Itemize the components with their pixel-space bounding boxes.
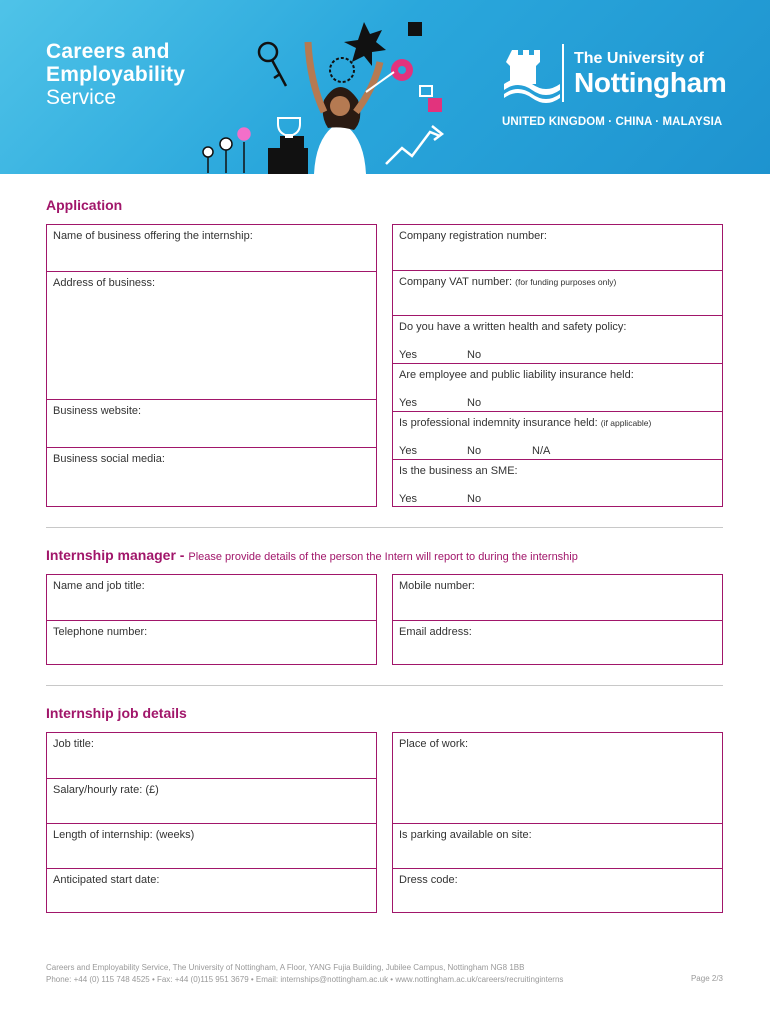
manager-right-box <box>392 574 723 665</box>
manager-title <box>46 547 578 563</box>
sme-field[interactable] <box>393 459 722 506</box>
length-field[interactable] <box>47 823 376 868</box>
business-address-field[interactable] <box>47 271 376 399</box>
business-name-label: Name of business offering the internship: <box>53 230 253 242</box>
place-of-work-label: Place of work: <box>399 738 469 750</box>
university-tagline: UNITED KINGDOM · CHINA · MALAYSIA <box>502 116 723 128</box>
health-safety-label: Do you have a written health and safety policy: <box>399 321 627 333</box>
university-prefix: The University of <box>574 50 704 67</box>
salary-field[interactable] <box>47 778 376 823</box>
footer-contact <box>46 962 563 986</box>
email-label: Email address: <box>399 626 472 638</box>
vat-field[interactable] <box>393 270 722 315</box>
business-social-field[interactable] <box>47 447 376 506</box>
section-divider <box>46 527 723 528</box>
company-details-box <box>392 224 723 507</box>
service-brand <box>46 40 185 109</box>
health-safety-yes[interactable]: Yes <box>399 349 417 361</box>
health-safety-no[interactable]: No <box>467 349 482 361</box>
liability-field[interactable] <box>393 363 722 411</box>
company-reg-label: Company registration number: <box>399 230 547 242</box>
job-left-box <box>46 732 377 913</box>
indemnity-note: (if applicable) <box>600 418 652 428</box>
dress-code-field[interactable] <box>393 868 722 912</box>
business-name-field[interactable] <box>47 225 376 271</box>
parking-field[interactable] <box>393 823 722 868</box>
page-number: Page 2/3 <box>690 974 723 983</box>
mobile-label: Mobile number: <box>399 580 475 592</box>
business-social-label: Business social media: <box>53 453 165 465</box>
indemnity-label-text: Is professional indemnity insurance held: <box>399 417 598 429</box>
indemnity-field[interactable] <box>393 411 722 459</box>
celebration-illustration <box>196 8 456 174</box>
mobile-field[interactable] <box>393 575 722 620</box>
manager-name-label: Name and job title: <box>53 580 145 592</box>
header-banner <box>0 0 770 174</box>
start-date-label: Anticipated start date: <box>53 874 160 886</box>
business-website-field[interactable] <box>47 399 376 447</box>
indemnity-no[interactable]: No <box>467 445 482 457</box>
service-name-line1: Careers and <box>46 40 170 63</box>
application-title: Application <box>46 197 123 213</box>
service-name-line2: Employability <box>46 63 186 86</box>
logo-divider <box>562 44 564 102</box>
manager-subtitle: Please provide details of the person the Intern will report to during the internship <box>188 551 578 563</box>
sme-yes[interactable]: Yes <box>399 493 417 505</box>
vat-label-text: Company VAT number: <box>399 276 513 288</box>
company-reg-field[interactable] <box>393 225 722 270</box>
job-right-box <box>392 732 723 913</box>
dress-code-label: Dress code: <box>399 874 458 886</box>
footer-address: Careers and Employability Service, The University of Nottingham, A Floor, YANG Fujia Building, Jubilee Campus, Nottingham NG8 1BB <box>46 963 525 972</box>
telephone-field[interactable] <box>47 620 376 664</box>
vat-label <box>399 276 616 288</box>
job-title-heading: Internship job details <box>46 705 187 721</box>
indemnity-yes[interactable]: Yes <box>399 445 417 457</box>
university-name <box>574 50 727 98</box>
manager-name-field[interactable] <box>47 575 376 620</box>
university-title: Nottingham <box>574 67 727 98</box>
sme-label: Is the business an SME: <box>399 465 518 477</box>
start-date-field[interactable] <box>47 868 376 912</box>
indemnity-na[interactable]: N/A <box>532 445 551 457</box>
place-of-work-field[interactable] <box>393 733 722 823</box>
job-title-field[interactable] <box>47 733 376 778</box>
manager-left-box <box>46 574 377 665</box>
manager-title-text: Internship manager - <box>46 547 185 563</box>
sme-no[interactable]: No <box>467 493 482 505</box>
section-divider <box>46 685 723 686</box>
liability-no[interactable]: No <box>467 397 482 409</box>
vat-note: (for funding purposes only) <box>515 277 617 287</box>
business-website-label: Business website: <box>53 405 142 417</box>
service-name-line3: Service <box>46 86 117 109</box>
business-details-box <box>46 224 377 507</box>
parking-label: Is parking available on site: <box>399 829 532 841</box>
salary-label: Salary/hourly rate: (£) <box>53 784 159 796</box>
liability-label: Are employee and public liability insurance held: <box>399 369 634 381</box>
indemnity-label <box>399 417 651 429</box>
length-label: Length of internship: (weeks) <box>53 829 195 841</box>
university-crest-icon <box>502 44 562 106</box>
business-address-label: Address of business: <box>53 277 156 289</box>
liability-yes[interactable]: Yes <box>399 397 417 409</box>
telephone-label: Telephone number: <box>53 626 148 638</box>
job-title-label: Job title: <box>53 738 94 750</box>
footer-contact-details: Phone: +44 (0) 115 748 4525 • Fax: +44 (0)115 951 3679 • Email: internships@nottingham.ac.uk • www.nottingham.ac.uk/careers/recruitinginterns <box>46 975 564 984</box>
email-field[interactable] <box>393 620 722 664</box>
health-safety-field[interactable] <box>393 315 722 363</box>
